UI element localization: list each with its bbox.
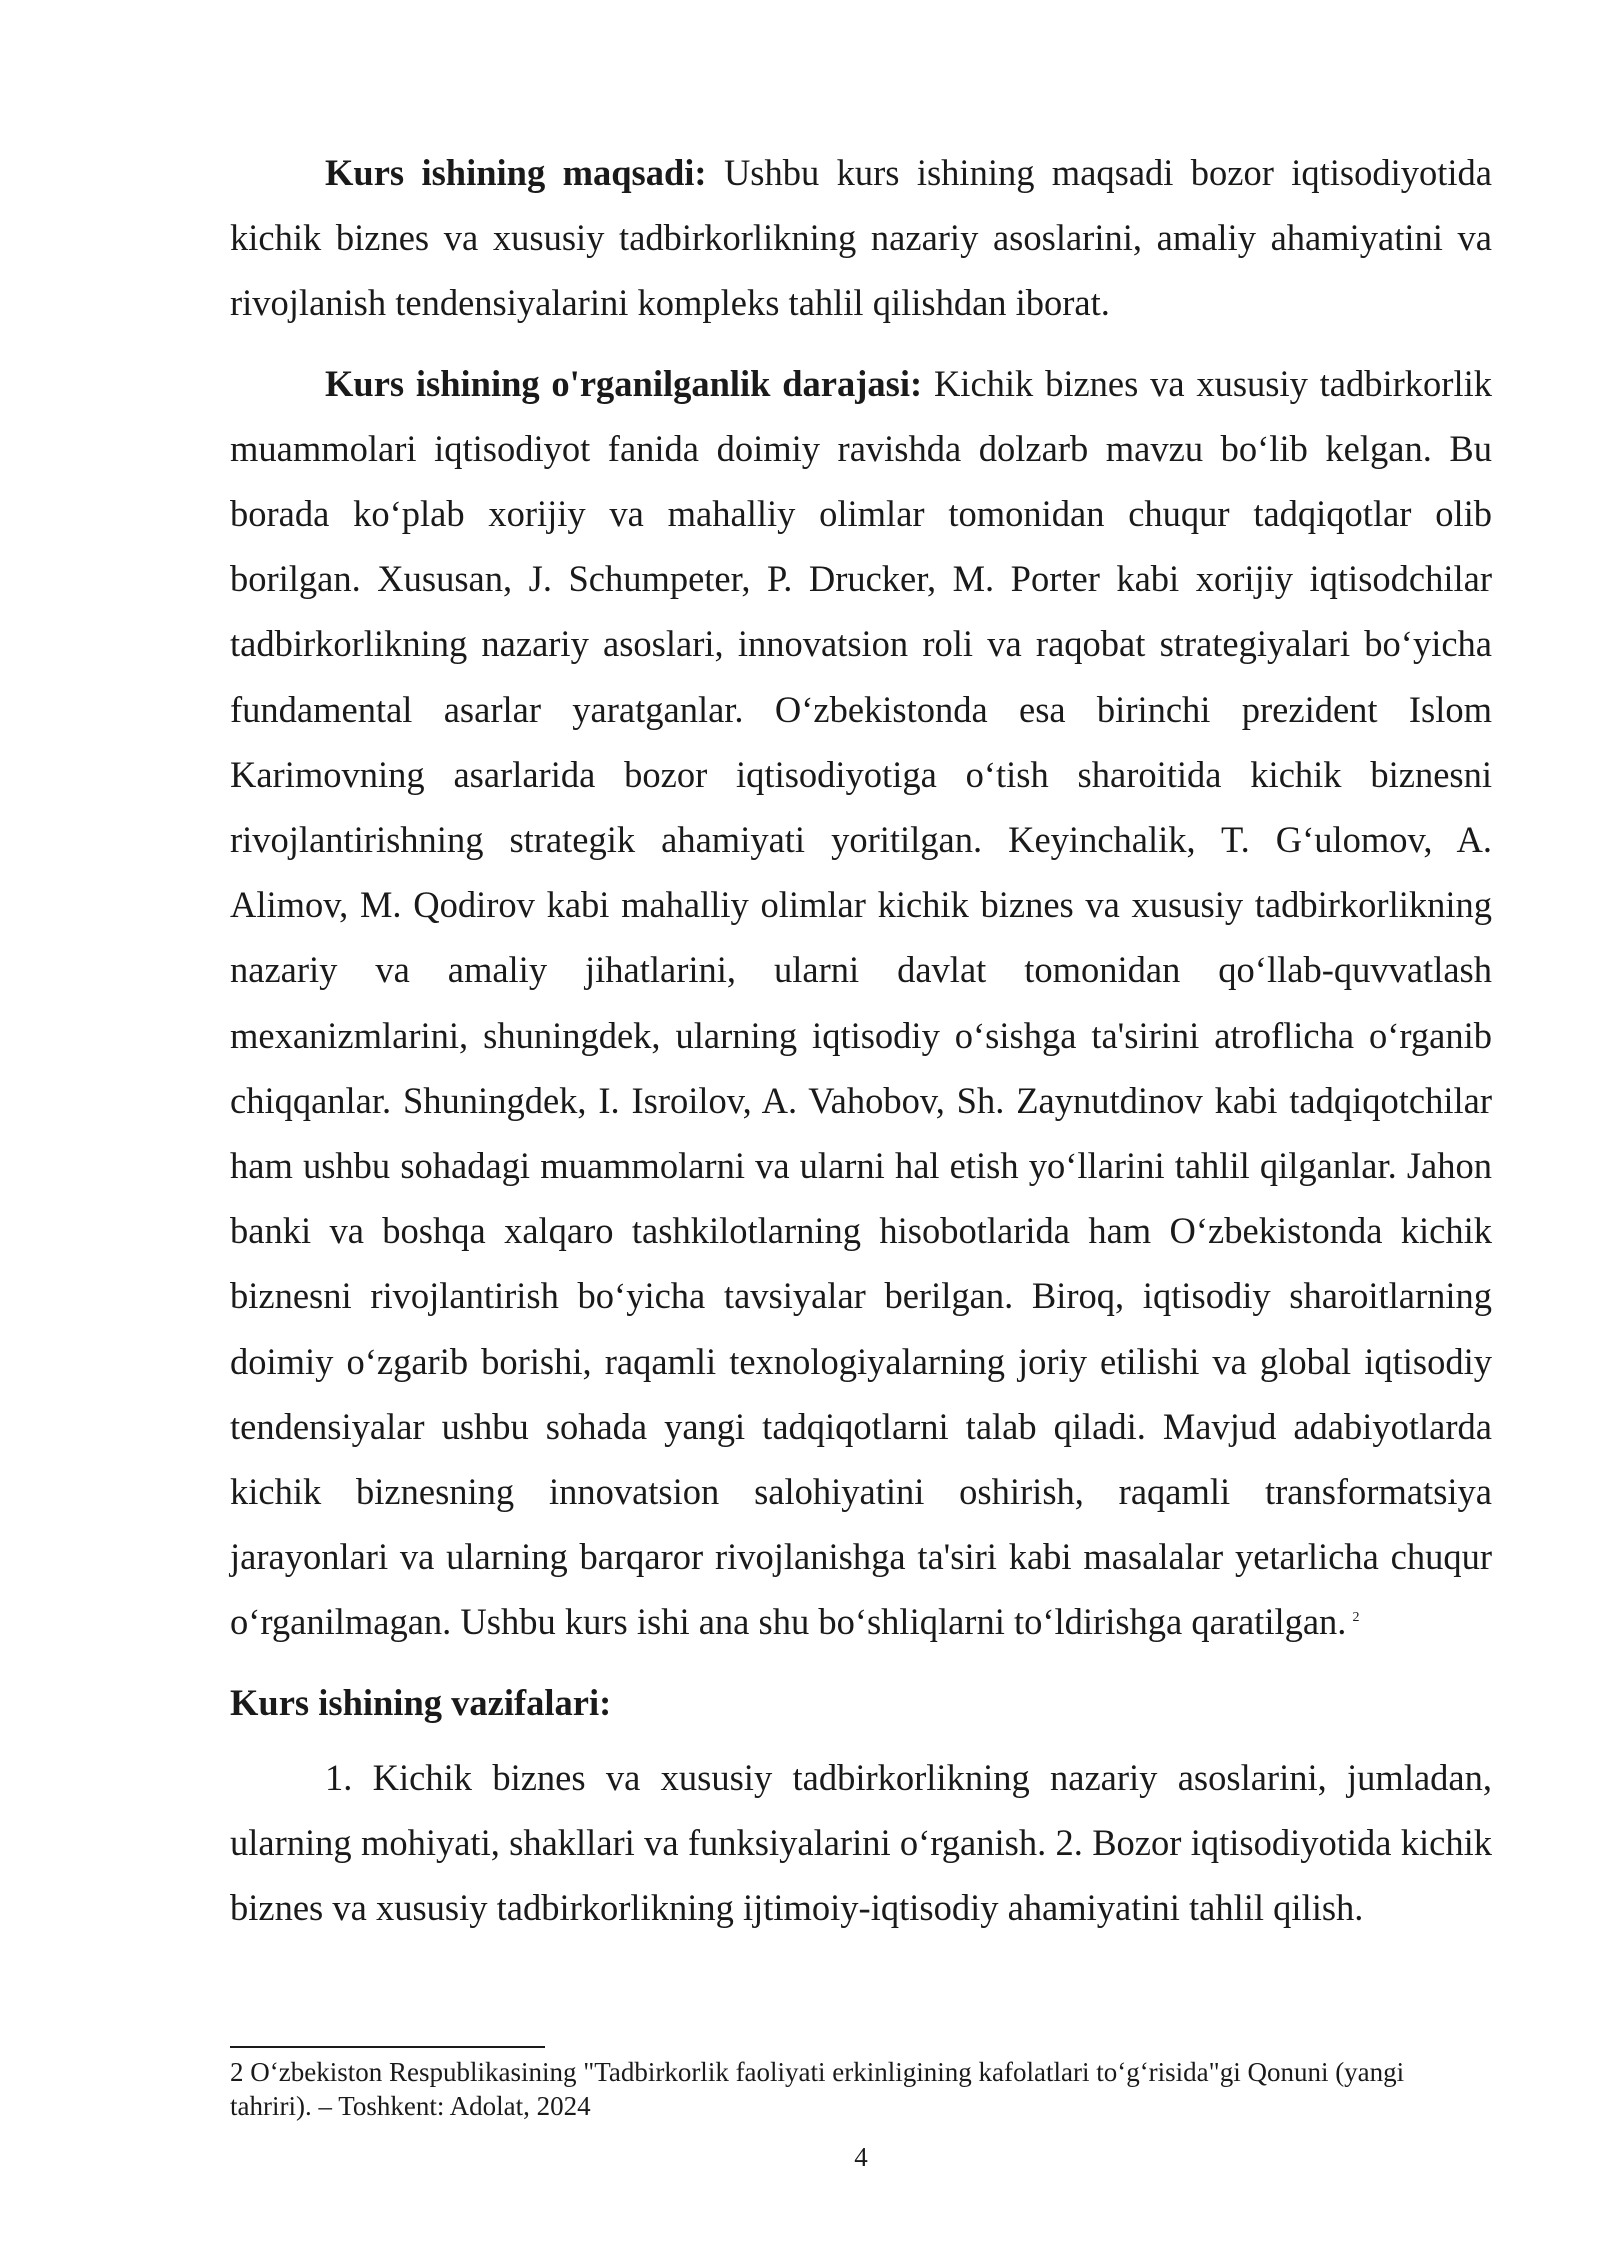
page-number: 4: [854, 2142, 868, 2172]
footnote-text: O‘zbekiston Respublikasining "Tadbirkorlik faoliyati erkinligining kafolatlari to‘g‘risida"gi Qonuni (yangi tahriri). – Toshkent: Adolat, 2024: [230, 2057, 1405, 2121]
tasks-paragraph: 1. Kichik biznes va xususiy tadbirkorlikning nazariy asoslarini, jumladan, ularning mohiyati, shakllari va funksiyalarini o‘rganish. 2. Bozor iqtisodiyotida kichik biznes va xususiy tadbirkorlikning ijtimoiy-iqtisodiy ahamiyatini tahlil qilish.: [230, 1756, 1492, 1929]
footnote-number: 2: [230, 2057, 244, 2087]
tasks-heading: Kurs ishining vazifalari:: [230, 1681, 612, 1723]
study-level-heading: Kurs ishining o'rganilganlik darajasi:: [325, 362, 923, 404]
goal-text: Ushbu kurs ishining maqsadi bozor iqtisodiyotida kichik biznes va xususiy tadbirkorlikning nazariy asoslarini, amaliy ahamiyatini va rivojlanish tendensiyalarini kompleks tahlil qilishdan iborat.: [230, 152, 1493, 324]
footnote: [230, 2055, 1492, 2123]
document-body: [230, 140, 1492, 1955]
goal-heading: Kurs ishining maqsadi:: [325, 152, 707, 193]
goal-paragraph: [230, 140, 1492, 336]
study-level-paragraph: [230, 351, 1492, 1655]
footnote-reference[interactable]: 2: [1352, 1610, 1360, 1626]
study-level-text: Kichik biznes va xususiy tadbirkorlik muammolari iqtisodiyot fanida doimiy ravishda dolzarb mavzu bo‘lib kelgan. Bu borada ko‘plab xorijiy va mahalliy olimlar tomonidan chuqur tadqiqotlar olib borilgan. Xususan, J. Schumpeter, P. Drucker, M. Porter kabi xorijiy iqtisodchilar tadbirkorlikning nazariy asoslari, innovatsion roli va raqobat strategiyalari bo‘yicha fundamental asarlar yaratganlar. O‘zbekistonda esa birinchi prezident Islom Karimovning asarlarida bozor iqtisodiyotiga o‘tish sharoitida kichik biznesni rivojlantirishning strategik ahamiyati yoritilgan. Keyinchalik, T. G‘ulomov, A. Alimov, M. Qodirov kabi mahalliy olimlar kichik biznes va xususiy tadbirkorlikning nazariy va amaliy jihatlarini, ularni davlat tomonidan qo‘llab-quvvatlash mexanizmlarini, shuningdek, ularning iqtisodiy o‘sishga ta'sirini atroflicha o‘rganib chiqqanlar. Shuningdek, I. Isroilov, A. Vahobov, Sh. Zaynutdinov kabi tadqiqotchilar ham ushbu sohadagi muammolarni va ularni hal etish yo‘llarini tahlil qilganlar. Jahon banki va boshqa xalqaro tashkilotlarning hisobotlarida ham O‘zbekistonda kichik biznesni rivojlantirish bo‘yicha tavsiyalar berilgan. Biroq, iqtisodiy sharoitlarning doimiy o‘zgarib borishi, raqamli texnologiyalarning joriy etilishi va global iqtisodiy tendensiyalar ushbu sohada yangi tadqiqotlarni talab qiladi. Mavjud adabiyotlarda kichik biznesning innovatsion salohiyatini oshirish, raqamli transformatsiya jarayonlari va ularning barqaror rivojlanishga ta'siri kabi masalalar yetarlicha chuqur o‘rganilmagan. Ushbu kurs ishi ana shu bo‘shliqlarni to‘ldirishga qaratilgan.: [230, 362, 1492, 1643]
footnote-divider: [230, 2046, 545, 2048]
